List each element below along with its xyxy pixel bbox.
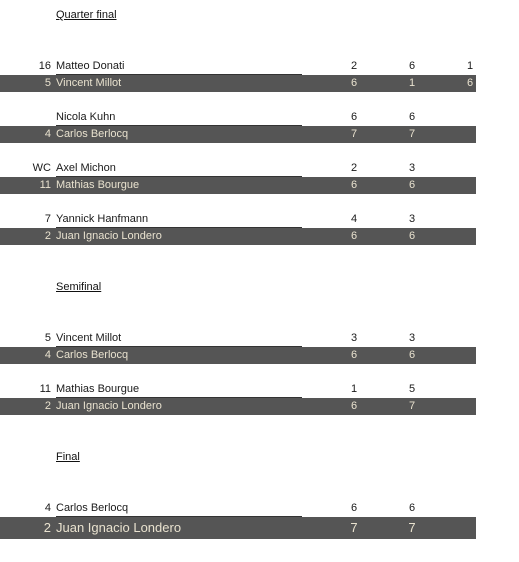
set-score: 7 — [350, 128, 358, 140]
set-score: 6 — [466, 77, 474, 89]
seed: 7 — [44, 213, 51, 225]
seed: 2 — [44, 230, 51, 242]
set-score: 6 — [350, 77, 358, 89]
match-row — [0, 160, 476, 177]
match-row — [0, 58, 476, 75]
set-score: 7 — [408, 128, 416, 140]
player-name: Mathias Bourgue — [56, 383, 140, 395]
set-score: 6 — [350, 349, 358, 361]
player-name: Juan Ignacio Londero — [56, 520, 182, 535]
set-score: 2 — [350, 60, 358, 72]
set-score: 3 — [408, 332, 416, 344]
match-row — [0, 381, 476, 398]
final-title: Final — [56, 451, 80, 463]
set-score: 1 — [408, 77, 416, 89]
player-name: Axel Michon — [56, 162, 116, 174]
seed: 5 — [44, 77, 51, 89]
set-score: 6 — [408, 179, 416, 191]
player-name: Juan Ignacio Londero — [56, 400, 162, 412]
player-name: Carlos Berlocq — [56, 128, 129, 140]
player-name: Mathias Bourgue — [56, 179, 140, 191]
player-name: Carlos Berlocq — [56, 502, 129, 514]
set-score: 3 — [408, 213, 416, 225]
seed: 2 — [43, 520, 51, 535]
set-score: 6 — [408, 349, 416, 361]
player-name: Vincent Millot — [56, 77, 122, 89]
match-row — [0, 126, 476, 143]
match-row — [0, 500, 476, 517]
set-score: 6 — [408, 230, 416, 242]
set-score: 6 — [350, 179, 358, 191]
match-row — [0, 398, 476, 415]
set-score: 4 — [350, 213, 358, 225]
seed: 11 — [39, 383, 51, 395]
player-name: Yannick Hanfmann — [56, 213, 149, 225]
seed: 4 — [44, 349, 51, 361]
match-row — [0, 75, 476, 92]
set-score: 6 — [408, 111, 416, 123]
set-score: 7 — [350, 520, 358, 535]
player-name: Vincent Millot — [56, 332, 122, 344]
set-score: 1 — [350, 383, 358, 395]
seed: WC — [32, 162, 51, 174]
set-score: 7 — [408, 520, 416, 535]
match-row — [0, 330, 476, 347]
seed: 2 — [44, 400, 51, 412]
match-row — [0, 109, 476, 126]
set-score: 6 — [408, 502, 416, 514]
set-score: 1 — [466, 60, 474, 72]
set-score: 7 — [408, 400, 416, 412]
set-score: 6 — [350, 400, 358, 412]
seed: 4 — [44, 502, 51, 514]
set-score: 6 — [350, 230, 358, 242]
set-score: 6 — [408, 60, 416, 72]
match-row — [0, 347, 476, 364]
player-name: Matteo Donati — [56, 60, 125, 72]
match-row — [0, 177, 476, 194]
player-name: Juan Ignacio Londero — [56, 230, 162, 242]
set-score: 5 — [408, 383, 416, 395]
match-row — [0, 517, 476, 539]
quarter-final-title: Quarter final — [56, 9, 117, 21]
player-name: Carlos Berlocq — [56, 349, 129, 361]
player-name: Nicola Kuhn — [56, 111, 116, 123]
seed: 5 — [44, 332, 51, 344]
set-score: 2 — [350, 162, 358, 174]
set-score: 3 — [350, 332, 358, 344]
match-row — [0, 211, 476, 228]
seed: 4 — [44, 128, 51, 140]
set-score: 3 — [408, 162, 416, 174]
semifinal-title: Semifinal — [56, 281, 102, 293]
seed: 16 — [38, 60, 51, 72]
set-score: 6 — [350, 502, 358, 514]
seed: 11 — [39, 179, 51, 191]
set-score: 6 — [350, 111, 358, 123]
match-row — [0, 228, 476, 245]
